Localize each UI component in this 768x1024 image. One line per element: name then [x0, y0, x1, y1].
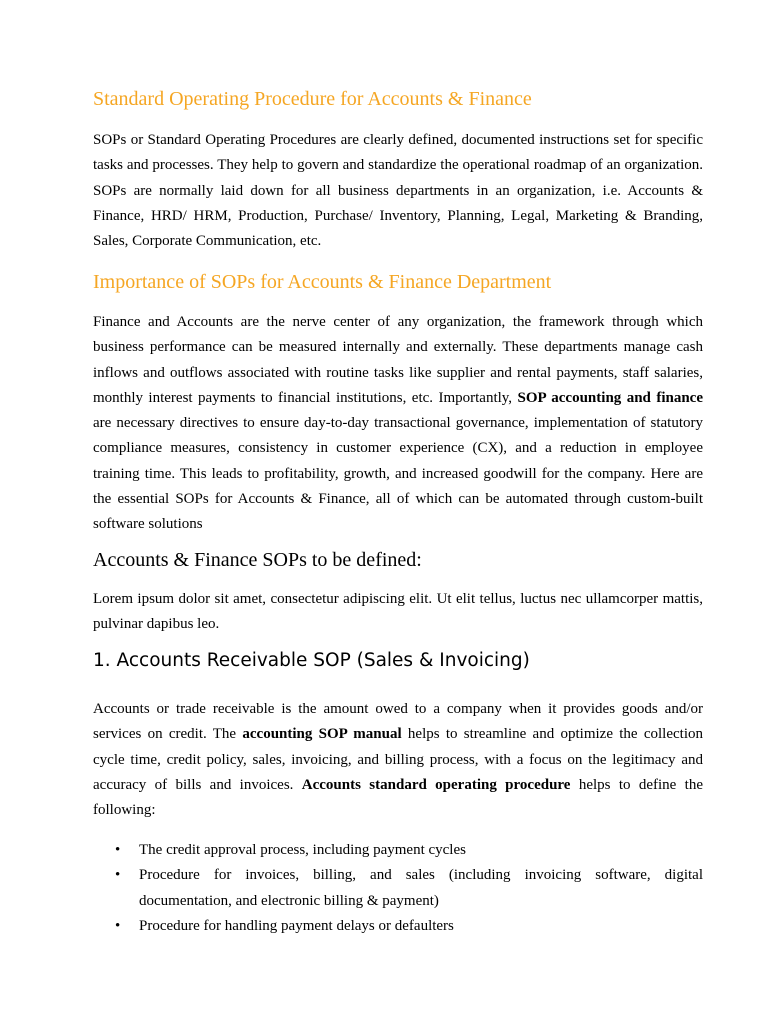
list-item	[93, 863, 703, 914]
list-item-text: Procedure for invoices, billing, and sales (including invoicing software, digital documentation, and electronic billing & payment)	[139, 867, 703, 909]
receivable-bullet-list	[93, 838, 703, 939]
importance-text-2: are necessary directives to ensure day-to-day transactional governance, implementation of statutory compliance measures, consistency in customer experience (CX), and a reduction in employee training time. This leads to profitability, growth, and increased goodwill for the company. Here are the essential SOPs for Accounts & Finance, all of which can be automated through custom-built software solutions	[93, 415, 703, 533]
list-item	[93, 838, 703, 863]
receivable-bold-sop-manual: accounting SOP manual	[242, 726, 402, 743]
section-heading-sop-accounts-finance: Standard Operating Procedure for Accounts & Finance	[93, 88, 532, 110]
list-item	[93, 914, 703, 939]
importance-paragraph	[93, 310, 703, 538]
receivable-text-3: helps to define the following:	[93, 776, 704, 819]
section-heading-importance: Importance of SOPs for Accounts & Finance Department	[93, 271, 552, 293]
bullet-icon: •	[115, 867, 121, 884]
list-item-text: Procedure for handling payment delays or defaulters	[139, 917, 454, 934]
importance-bold-sop-accounting: SOP accounting and finance	[517, 389, 703, 406]
bullet-icon: •	[115, 842, 121, 858]
receivable-bold-accounts-sop: Accounts standard operating procedure	[301, 776, 571, 793]
section-heading-accounts-receivable: 1. Accounts Receivable SOP (Sales & Invoicing)	[93, 650, 530, 671]
intro-paragraph: SOPs or Standard Operating Procedures are clearly defined, documented instructions set for specific tasks and processes. They help to govern and standardize the operational roadmap of an organization. SOPs are normally laid down for all business departments in an organization, i.e. Accounts & Finance, HRD/ HRM, Production, Purchase/ Inventory, Planning, Legal, Marketing & Branding, Sales, Corporate Communication, etc.	[93, 132, 703, 250]
receivable-text-2: helps to streamline and optimize the collection cycle time, credit policy, sales, invoicing, and billing process, with a focus on the legitimacy and accuracy of bills and invoices.	[93, 726, 704, 793]
bullet-icon: •	[115, 917, 121, 934]
lorem-paragraph: Lorem ipsum dolor sit amet, consectetur adipiscing elit. Ut elit tellus, luctus nec ullamcorper mattis, pulvinar dapibus leo.	[93, 591, 703, 633]
importance-text-1: Finance and Accounts are the nerve center of any organization, the framework through which business performance can be measured internally and externally. These departments manage cash inflows and outflows associated with routine tasks like supplier and rental payments, staff salaries, monthly interest payments to financial institutions, etc. Importantly,	[93, 314, 703, 406]
receivable-paragraph	[93, 697, 703, 823]
section-heading-sops-defined: Accounts & Finance SOPs to be defined:	[93, 549, 422, 571]
receivable-text-1: Accounts or trade receivable is the amount owed to a company when it provides goods and/or services on credit. The	[93, 701, 703, 743]
list-item-text: The credit approval process, including payment cycles	[139, 842, 466, 858]
